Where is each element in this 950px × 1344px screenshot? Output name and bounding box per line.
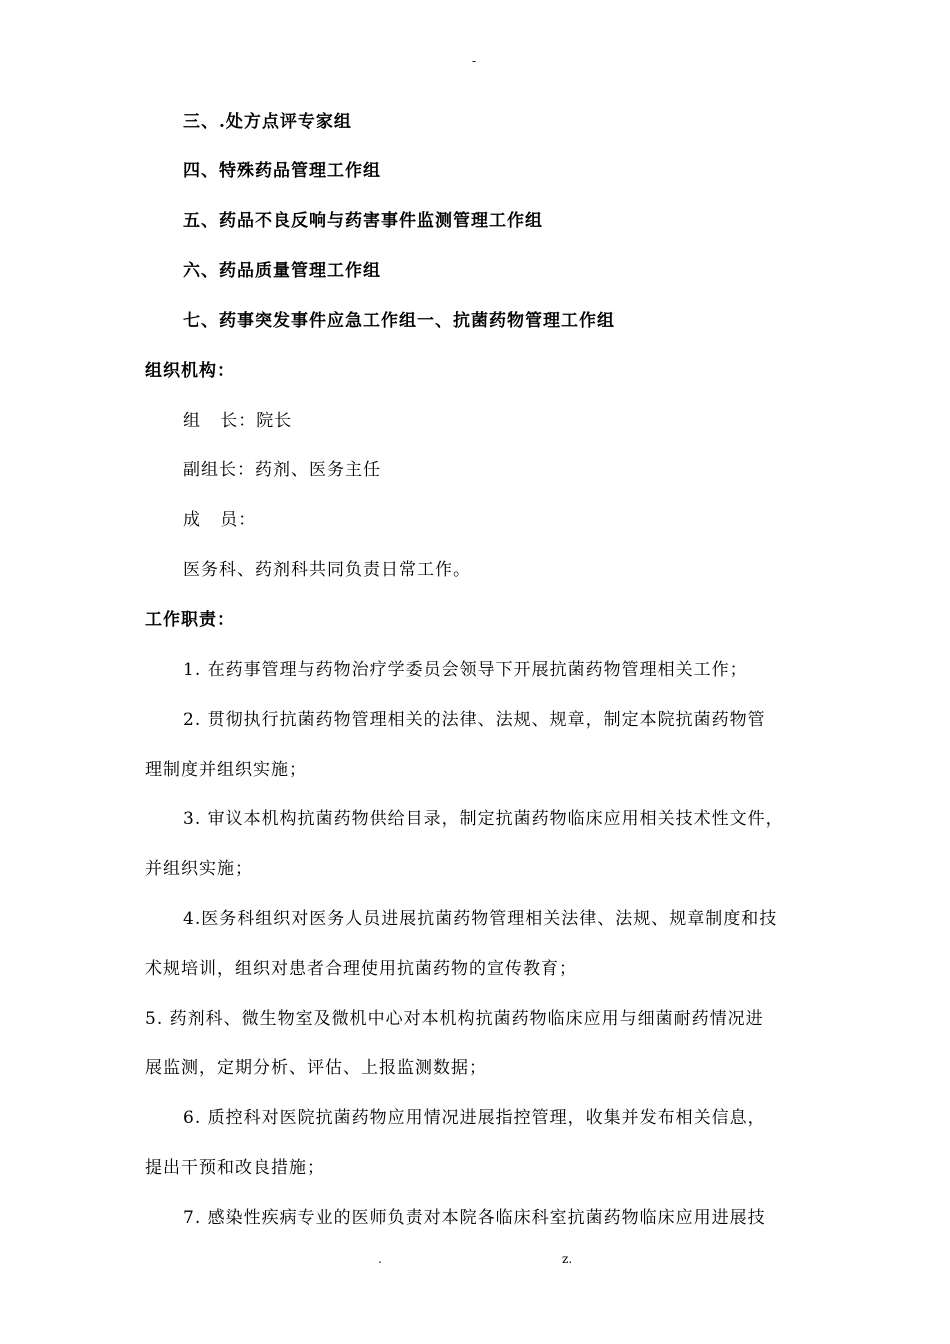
duty-line-5: 5. 药剂科、微生物室及微机中心对本机构抗菌药物临床应用与细菌耐药情况进 bbox=[145, 1009, 764, 1029]
footer-left-mark: . bbox=[378, 1252, 382, 1266]
header-mark: - bbox=[472, 54, 477, 68]
section-6: 六、药品质量管理工作组 bbox=[183, 261, 381, 281]
org-vice-leader: 副组长：药剂、医务主任 bbox=[183, 460, 381, 480]
section-4: 四、特殊药品管理工作组 bbox=[183, 161, 381, 181]
duty-line-6: 6. 质控科对医院抗菌药物应用情况进展指控管理，收集并发布相关信息， bbox=[183, 1108, 766, 1128]
section-5: 五、药品不良反响与药害事件监测管理工作组 bbox=[183, 211, 543, 231]
duty-line-4: 4.医务科组织对医务人员进展抗菌药物管理相关法律、法规、规章制度和技 bbox=[183, 909, 778, 929]
duty-line-4b: 术规培训，组织对患者合理使用抗菌药物的宣传教育； bbox=[145, 959, 577, 979]
duty-line-7: 7. 感染性疾病专业的医师负责对本院各临床科室抗菌药物临床应用进展技 bbox=[183, 1208, 766, 1228]
duty-line-1: 1. 在药事管理与药物治疗学委员会领导下开展抗菌药物管理相关工作； bbox=[183, 660, 748, 680]
duty-line-3: 3. 审议本机构抗菌药物供给目录，制定抗菌药物临床应用相关技术性文件， bbox=[183, 809, 784, 829]
duty-line-6b: 提出干预和改良措施； bbox=[145, 1158, 325, 1178]
section-7: 七、药事突发事件应急工作组一、抗菌药物管理工作组 bbox=[183, 311, 615, 331]
footer-right-mark: z. bbox=[562, 1252, 573, 1266]
duty-line-2b: 理制度并组织实施； bbox=[145, 760, 307, 780]
org-heading: 组织机构： bbox=[145, 361, 235, 381]
org-members: 成 员： bbox=[183, 510, 257, 530]
duties-heading: 工作职责： bbox=[145, 610, 235, 630]
duty-line-3b: 并组织实施； bbox=[145, 859, 253, 879]
duty-line-5b: 展监测，定期分析、评估、上报监测数据； bbox=[145, 1058, 487, 1078]
org-note: 医务科、药剂科共同负责日常工作。 bbox=[183, 560, 471, 580]
duty-line-2: 2. 贯彻执行抗菌药物管理相关的法律、法规、规章，制定本院抗菌药物管 bbox=[183, 710, 766, 730]
section-3: 三、.处方点评专家组 bbox=[183, 112, 352, 132]
org-leader: 组 长：院长 bbox=[183, 411, 293, 431]
